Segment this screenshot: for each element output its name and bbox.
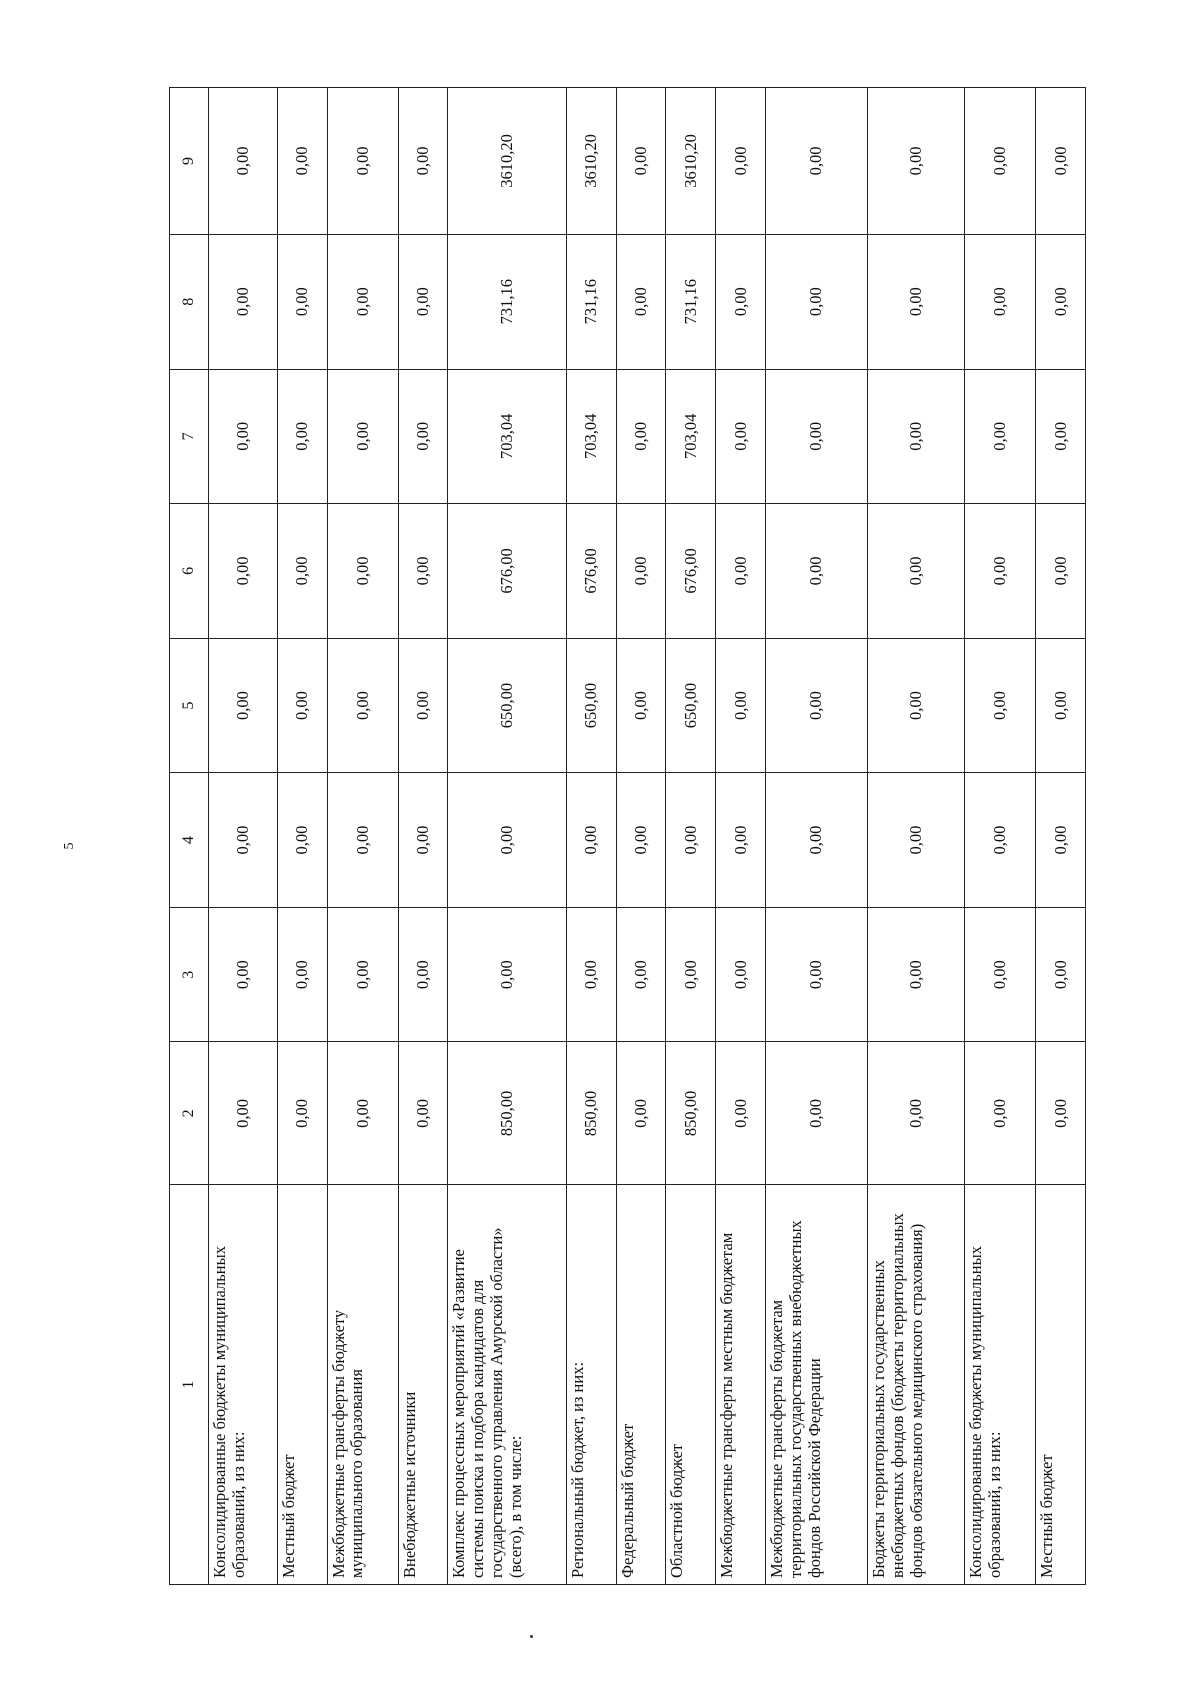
cell-value-col-5: 0,00 — [965, 638, 1036, 773]
cell-value-col-4: 0,00 — [566, 773, 616, 908]
cell-value-col-4: 0,00 — [965, 773, 1036, 908]
cell-value-col-8: 0,00 — [277, 234, 327, 369]
cell-value-col-3: 0,00 — [867, 907, 964, 1042]
column-header-4: 4 — [170, 773, 209, 908]
cell-value-col-7: 0,00 — [209, 369, 278, 504]
cell-value-col-7: 0,00 — [327, 369, 398, 504]
table-row — [1036, 88, 1086, 1585]
cell-value-col-4: 0,00 — [1036, 773, 1086, 908]
cell-value-col-3: 0,00 — [209, 907, 278, 1042]
cell-value-col-4: 0,00 — [765, 773, 867, 908]
cell-value-col-8: 731,16 — [566, 234, 616, 369]
cell-value-col-8: 731,16 — [666, 234, 716, 369]
cell-value-col-7: 0,00 — [965, 369, 1036, 504]
column-header-6: 6 — [170, 504, 209, 639]
cell-value-col-3: 0,00 — [398, 907, 448, 1042]
cell-value-col-6: 0,00 — [616, 504, 666, 639]
cell-value-col-4: 0,00 — [398, 773, 448, 908]
cell-value-col-5: 0,00 — [616, 638, 666, 773]
cell-value-col-2: 0,00 — [277, 1042, 327, 1185]
cell-value-col-4: 0,00 — [666, 773, 716, 908]
table-row — [616, 88, 666, 1585]
cell-value-col-7: 0,00 — [616, 369, 666, 504]
header-row — [170, 88, 209, 1585]
cell-value-col-6: 676,00 — [666, 504, 716, 639]
cell-value-col-3: 0,00 — [566, 907, 616, 1042]
row-label: Региональный бюджет, из них: — [566, 1185, 616, 1585]
cell-value-col-2: 0,00 — [1036, 1042, 1086, 1185]
row-label: Местный бюджет — [277, 1185, 327, 1585]
cell-value-col-6: 676,00 — [448, 504, 567, 639]
table-row — [209, 88, 278, 1585]
cell-value-col-7: 0,00 — [1036, 369, 1086, 504]
cell-value-col-5: 0,00 — [398, 638, 448, 773]
cell-value-col-3: 0,00 — [1036, 907, 1086, 1042]
cell-value-col-6: 0,00 — [327, 504, 398, 639]
cell-value-col-9: 0,00 — [616, 88, 666, 235]
cell-value-col-6: 0,00 — [398, 504, 448, 639]
table-row — [867, 88, 964, 1585]
budget-table — [169, 87, 1086, 1585]
cell-value-col-5: 0,00 — [867, 638, 964, 773]
cell-value-col-5: 650,00 — [566, 638, 616, 773]
cell-value-col-6: 0,00 — [277, 504, 327, 639]
cell-value-col-9: 0,00 — [277, 88, 327, 235]
row-label: Консолидированные бюджеты муниципальных образований, из них: — [965, 1185, 1036, 1585]
column-header-5: 5 — [170, 638, 209, 773]
cell-value-col-8: 0,00 — [1036, 234, 1086, 369]
cell-value-col-9: 0,00 — [1036, 88, 1086, 235]
scan-speck — [530, 1635, 533, 1638]
cell-value-col-5: 0,00 — [327, 638, 398, 773]
cell-value-col-2: 0,00 — [716, 1042, 766, 1185]
cell-value-col-6: 676,00 — [566, 504, 616, 639]
cell-value-col-8: 0,00 — [616, 234, 666, 369]
cell-value-col-3: 0,00 — [616, 907, 666, 1042]
cell-value-col-7: 703,04 — [566, 369, 616, 504]
cell-value-col-9: 3610,20 — [448, 88, 567, 235]
cell-value-col-4: 0,00 — [716, 773, 766, 908]
cell-value-col-7: 0,00 — [277, 369, 327, 504]
row-label: Комплекс процессных мероприятий «Развитие системы поиска и подбора кандидатов для государственного управления Амурской области» (всего), в том числе: — [448, 1185, 567, 1585]
row-label: Межбюджетные трансферты бюджету муниципального образования — [327, 1185, 398, 1585]
cell-value-col-6: 0,00 — [716, 504, 766, 639]
cell-value-col-9: 0,00 — [716, 88, 766, 235]
table-row — [327, 88, 398, 1585]
cell-value-col-6: 0,00 — [1036, 504, 1086, 639]
table-row — [716, 88, 766, 1585]
cell-value-col-8: 0,00 — [867, 234, 964, 369]
table-row — [765, 88, 867, 1585]
table-row — [277, 88, 327, 1585]
cell-value-col-3: 0,00 — [448, 907, 567, 1042]
cell-value-col-3: 0,00 — [965, 907, 1036, 1042]
column-header-2: 2 — [170, 1042, 209, 1185]
cell-value-col-7: 0,00 — [398, 369, 448, 504]
cell-value-col-7: 703,04 — [666, 369, 716, 504]
cell-value-col-5: 0,00 — [1036, 638, 1086, 773]
cell-value-col-8: 731,16 — [448, 234, 567, 369]
cell-value-col-2: 850,00 — [666, 1042, 716, 1185]
cell-value-col-2: 0,00 — [209, 1042, 278, 1185]
column-header-7: 7 — [170, 369, 209, 504]
row-label: Бюджеты территориальных государственных внебюджетных фондов (бюджеты территориальных фондов обязательного медицинского страхования) — [867, 1185, 964, 1585]
cell-value-col-4: 0,00 — [616, 773, 666, 908]
cell-value-col-3: 0,00 — [716, 907, 766, 1042]
cell-value-col-5: 650,00 — [666, 638, 716, 773]
cell-value-col-6: 0,00 — [209, 504, 278, 639]
cell-value-col-2: 0,00 — [765, 1042, 867, 1185]
cell-value-col-2: 850,00 — [566, 1042, 616, 1185]
row-label: Межбюджетные трансферты местным бюджетам — [716, 1185, 766, 1585]
table-row — [398, 88, 448, 1585]
cell-value-col-9: 0,00 — [327, 88, 398, 235]
table-row — [566, 88, 616, 1585]
cell-value-col-2: 850,00 — [448, 1042, 567, 1185]
cell-value-col-9: 0,00 — [867, 88, 964, 235]
cell-value-col-8: 0,00 — [327, 234, 398, 369]
cell-value-col-3: 0,00 — [765, 907, 867, 1042]
column-header-9: 9 — [170, 88, 209, 235]
cell-value-col-2: 0,00 — [327, 1042, 398, 1185]
cell-value-col-7: 0,00 — [867, 369, 964, 504]
cell-value-col-8: 0,00 — [965, 234, 1036, 369]
cell-value-col-4: 0,00 — [327, 773, 398, 908]
cell-value-col-7: 0,00 — [716, 369, 766, 504]
row-label: Консолидированные бюджеты муниципальных образований, из них: — [209, 1185, 278, 1585]
table-rotation-wrapper — [169, 87, 1086, 1585]
cell-value-col-9: 0,00 — [209, 88, 278, 235]
row-label: Межбюджетные трансферты бюджетам территориальных государственных внебюджетных фондов Российской Федерации — [765, 1185, 867, 1585]
table-row — [666, 88, 716, 1585]
cell-value-col-9: 0,00 — [965, 88, 1036, 235]
cell-value-col-9: 3610,20 — [666, 88, 716, 235]
cell-value-col-4: 0,00 — [209, 773, 278, 908]
cell-value-col-8: 0,00 — [765, 234, 867, 369]
cell-value-col-9: 0,00 — [398, 88, 448, 235]
row-label: Областной бюджет — [666, 1185, 716, 1585]
cell-value-col-2: 0,00 — [965, 1042, 1036, 1185]
column-header-8: 8 — [170, 234, 209, 369]
table-body — [209, 88, 1086, 1585]
cell-value-col-4: 0,00 — [448, 773, 567, 908]
cell-value-col-5: 0,00 — [716, 638, 766, 773]
table-row — [965, 88, 1036, 1585]
cell-value-col-5: 0,00 — [765, 638, 867, 773]
row-label: Федеральный бюджет — [616, 1185, 666, 1585]
cell-value-col-4: 0,00 — [277, 773, 327, 908]
cell-value-col-8: 0,00 — [398, 234, 448, 369]
cell-value-col-3: 0,00 — [327, 907, 398, 1042]
cell-value-col-7: 703,04 — [448, 369, 567, 504]
column-header-1: 1 — [170, 1185, 209, 1585]
row-label: Местный бюджет — [1036, 1185, 1086, 1585]
cell-value-col-2: 0,00 — [398, 1042, 448, 1185]
cell-value-col-3: 0,00 — [666, 907, 716, 1042]
cell-value-col-5: 0,00 — [277, 638, 327, 773]
cell-value-col-6: 0,00 — [965, 504, 1036, 639]
cell-value-col-3: 0,00 — [277, 907, 327, 1042]
table-row — [448, 88, 567, 1585]
row-label: Внебюджетные источники — [398, 1185, 448, 1585]
cell-value-col-5: 650,00 — [448, 638, 567, 773]
cell-value-col-9: 3610,20 — [566, 88, 616, 235]
column-header-3: 3 — [170, 907, 209, 1042]
page-number: 5 — [62, 842, 77, 850]
cell-value-col-4: 0,00 — [867, 773, 964, 908]
cell-value-col-2: 0,00 — [616, 1042, 666, 1185]
cell-value-col-8: 0,00 — [716, 234, 766, 369]
cell-value-col-6: 0,00 — [867, 504, 964, 639]
cell-value-col-8: 0,00 — [209, 234, 278, 369]
cell-value-col-5: 0,00 — [209, 638, 278, 773]
cell-value-col-2: 0,00 — [867, 1042, 964, 1185]
cell-value-col-9: 0,00 — [765, 88, 867, 235]
cell-value-col-7: 0,00 — [765, 369, 867, 504]
cell-value-col-6: 0,00 — [765, 504, 867, 639]
